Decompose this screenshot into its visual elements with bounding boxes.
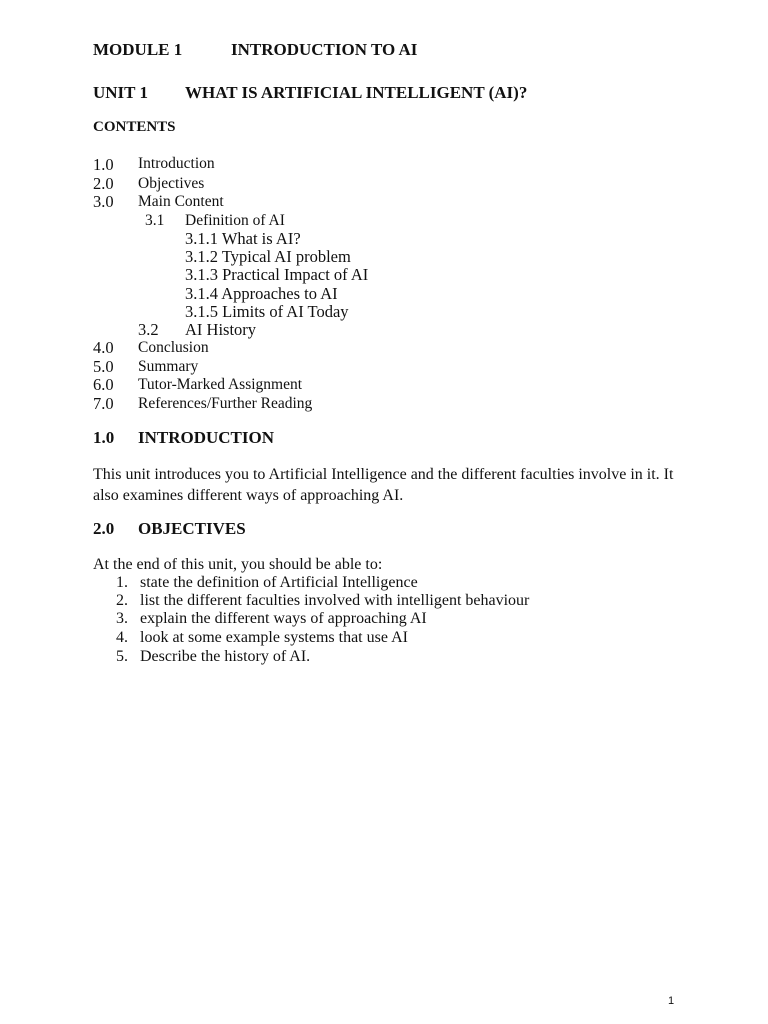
objective-number: 3. (116, 610, 128, 627)
objective-item: Describe the history of AI. (140, 648, 311, 665)
toc-item-main-content: Main Content (138, 193, 224, 210)
unit-number: UNIT 1 (93, 83, 148, 102)
toc-number: 3.2 (138, 320, 159, 339)
toc-item-references: References/Further Reading (138, 395, 313, 412)
objective-item: state the definition of Artificial Intelligence (140, 574, 418, 591)
toc-number: 3.1 (145, 212, 165, 229)
toc-number: 3.0 (93, 192, 114, 211)
toc-item-tma: Tutor-Marked Assignment (138, 376, 303, 393)
toc-number: 4.0 (93, 338, 114, 357)
objective-number: 1. (116, 574, 128, 591)
objective-number: 2. (116, 592, 128, 609)
toc-item-what-is-ai: 3.1.1 What is AI? (185, 229, 301, 248)
page-number: 1 (668, 995, 675, 1007)
contents-heading: CONTENTS (93, 119, 176, 135)
toc-number: 1.0 (93, 155, 114, 174)
unit-title: WHAT IS ARTIFICIAL INTELLIGENT (AI)? (185, 83, 528, 102)
toc-item-definition: Definition of AI (185, 212, 285, 229)
objective-item: list the different faculties involved with intelligent behaviour (140, 592, 530, 609)
objective-item: look at some example systems that use AI (140, 629, 408, 646)
toc-item-limits: 3.1.5 Limits of AI Today (185, 302, 349, 321)
introduction-paragraph: This unit introduces you to Artificial Intelligence and the different faculties involve in it. It also examines different ways of approaching AI. (93, 466, 674, 504)
toc-number: 6.0 (93, 375, 114, 394)
section-heading-objectives: OBJECTIVES (138, 519, 246, 538)
section-heading-introduction: INTRODUCTION (138, 428, 275, 447)
toc-number: 5.0 (93, 357, 114, 376)
section-number: 1.0 (93, 428, 115, 447)
objective-number: 4. (116, 629, 128, 646)
toc-item-conclusion: Conclusion (138, 339, 209, 356)
toc-item-introduction: Introduction (138, 155, 215, 172)
toc-item-ai-history: AI History (185, 320, 257, 339)
objective-item: explain the different ways of approaching AI (140, 610, 427, 627)
objectives-lead: At the end of this unit, you should be able to: (93, 556, 383, 573)
objective-number: 5. (116, 648, 128, 665)
toc-item-practical-impact: 3.1.3 Practical Impact of AI (185, 265, 369, 284)
toc-item-summary: Summary (138, 358, 199, 375)
toc-number: 7.0 (93, 394, 114, 413)
module-title: INTRODUCTION TO AI (231, 40, 418, 59)
toc-number: 2.0 (93, 174, 114, 193)
toc-item-objectives: Objectives (138, 175, 205, 192)
section-number: 2.0 (93, 519, 115, 538)
toc-item-approaches: 3.1.4 Approaches to AI (185, 284, 338, 303)
module-number: MODULE 1 (93, 40, 183, 59)
toc-item-typical-problem: 3.1.2 Typical AI problem (185, 247, 351, 266)
